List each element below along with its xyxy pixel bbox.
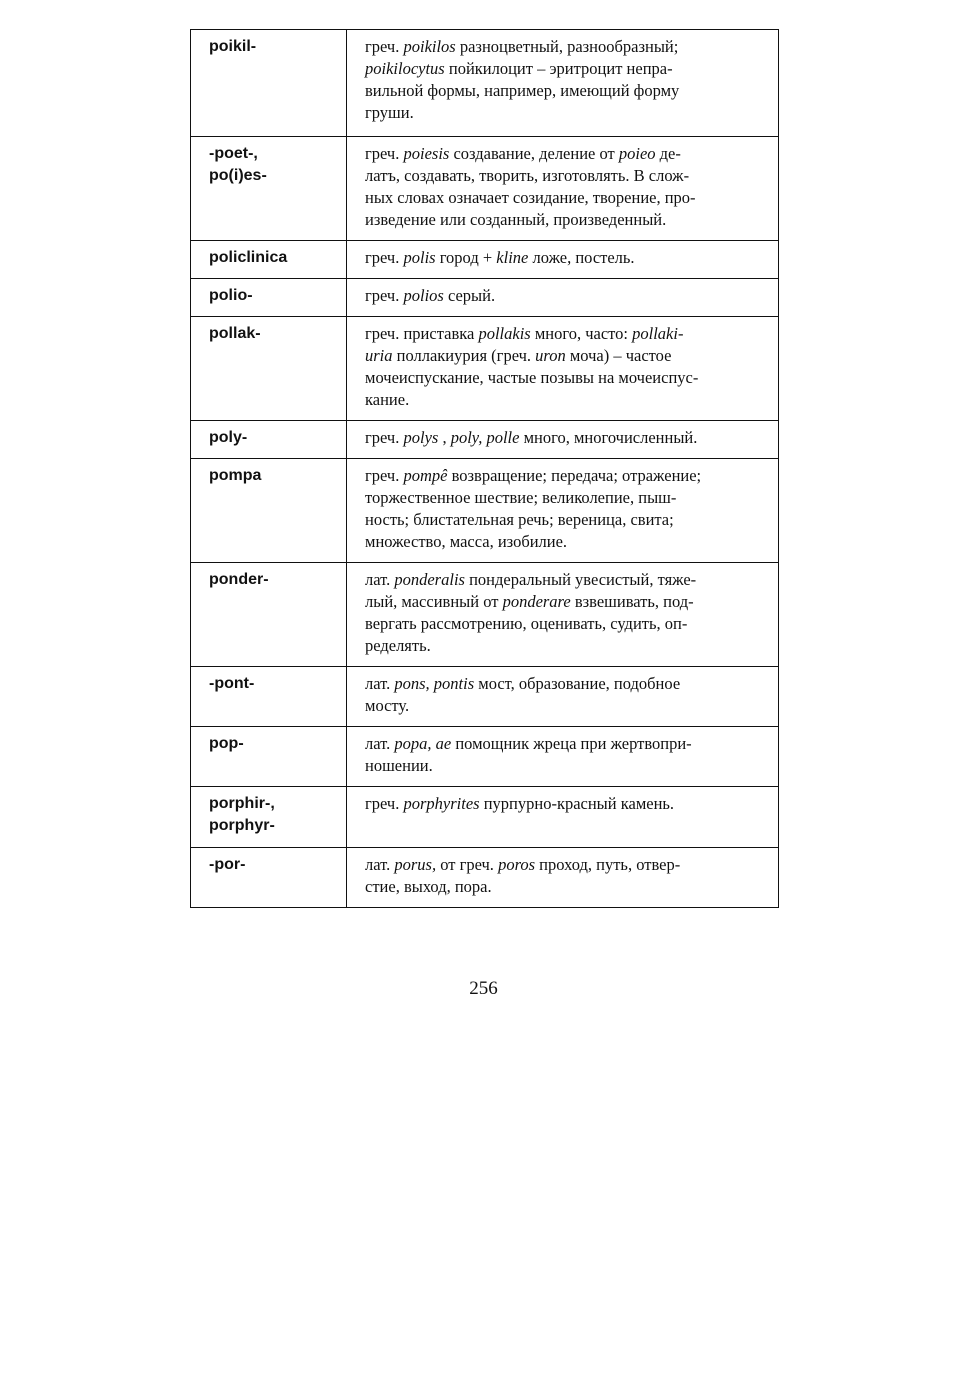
definition-line: [365, 635, 770, 657]
definition-cell: [347, 563, 779, 667]
definition-line: [365, 733, 770, 755]
definition-line: [365, 247, 770, 269]
definition-cell: [347, 421, 779, 459]
definition-line: [365, 854, 770, 876]
definition-cell: [347, 667, 779, 727]
table-row: [191, 667, 779, 727]
definition-line: [365, 58, 770, 80]
definition-text: создавание, деление от: [449, 144, 619, 163]
term-cell: [191, 241, 347, 279]
table-row: [191, 848, 779, 908]
definition-cell: [347, 787, 779, 848]
term-text: -pont-: [209, 675, 255, 692]
definition-text: возвращение; передача; отражение;: [447, 466, 702, 485]
definition-term-italic: poly, polle: [450, 428, 520, 447]
definition-line: [365, 509, 770, 531]
definition-line: [365, 755, 770, 777]
definition-line: [365, 80, 770, 102]
definition-line: [365, 367, 770, 389]
table-row: [191, 241, 779, 279]
term-text: policlinica: [209, 249, 288, 266]
definition-term-italic: poiesis: [403, 144, 450, 163]
table-row: [191, 787, 779, 848]
definition-term-italic: uria: [365, 346, 393, 365]
page-number: 256: [469, 978, 498, 999]
definition-cell: [347, 241, 779, 279]
term-text: ponder-: [209, 571, 269, 588]
definition-cell: [347, 30, 779, 137]
definition-text: пондеральный увесистый, тяже-: [464, 570, 697, 589]
definition-text: лат.: [365, 674, 395, 693]
definition-term-italic: pons, pontis: [394, 674, 475, 693]
definition-text: вергать рассмотрению, оценивать, судить, оп-: [365, 614, 688, 633]
definition-text: город +: [435, 248, 497, 267]
table-row: [191, 317, 779, 421]
term-cell: [191, 317, 347, 421]
definition-text: греч.: [365, 794, 404, 813]
definition-text: поллакиурия (греч.: [392, 346, 536, 365]
term-cell: [191, 563, 347, 667]
term-text: po(i)es-: [209, 167, 267, 184]
definition-cell: [347, 279, 779, 317]
definition-term-italic: kline: [496, 248, 529, 267]
definition-term-italic: ponderare: [502, 592, 571, 611]
definition-text: лат.: [365, 855, 395, 874]
term-cell: [191, 848, 347, 908]
definition-term-italic: porus,: [394, 855, 437, 874]
table-row: [191, 279, 779, 317]
definition-line: [365, 187, 770, 209]
definition-text: латъ, создавать, творить, изготовлять. В слож-: [365, 166, 690, 185]
definition-text: от греч.: [436, 855, 499, 874]
definition-term-italic: pompê: [403, 466, 448, 485]
definition-text: мост, образование, подобное: [474, 674, 681, 693]
term-text: porphyr-: [209, 817, 275, 834]
definition-term-italic: uron: [535, 346, 566, 365]
definition-text: ных словах означает созидание, творение, про-: [365, 188, 696, 207]
definition-cell: [347, 848, 779, 908]
definition-text: моча) – частое: [565, 346, 672, 365]
definition-text: серый.: [443, 286, 496, 305]
table-row: [191, 563, 779, 667]
term-text: pollak-: [209, 325, 261, 342]
definition-cell: [347, 137, 779, 241]
definition-term-italic: pollakis: [478, 324, 531, 343]
term-cell: [191, 30, 347, 137]
definition-text: лат.: [365, 570, 395, 589]
glossary-table: [190, 29, 779, 908]
term-text: polio-: [209, 287, 253, 304]
term-text: porphir-,: [209, 795, 275, 812]
definition-text: лат.: [365, 734, 395, 753]
definition-line: [365, 323, 770, 345]
definition-text: изведение или созданный, произведенный.: [365, 210, 667, 229]
term-cell: [191, 727, 347, 787]
definition-text: ,: [438, 428, 451, 447]
definition-line: [365, 345, 770, 367]
definition-text: де-: [655, 144, 681, 163]
definition-text: разноцветный, разнообразный;: [455, 37, 679, 56]
definition-term-italic: poros: [498, 855, 536, 874]
term-text: -por-: [209, 856, 246, 873]
definition-text: стие, выход, пора.: [365, 877, 492, 896]
definition-text: много, многочисленный.: [519, 428, 698, 447]
definition-text: греч.: [365, 428, 404, 447]
definition-text: ношении.: [365, 756, 433, 775]
definition-text: греч.: [365, 466, 404, 485]
term-text: pompa: [209, 467, 262, 484]
definition-term-italic: poikilocytus: [365, 59, 445, 78]
term-cell: [191, 421, 347, 459]
table-row: [191, 421, 779, 459]
term-cell: [191, 279, 347, 317]
definition-line: [365, 427, 770, 449]
definition-line: [365, 209, 770, 231]
definition-line: [365, 465, 770, 487]
definition-text: ность; блистательная речь; вереница, свита;: [365, 510, 674, 529]
definition-line: [365, 487, 770, 509]
definition-line: [365, 102, 770, 124]
definition-text: много, часто:: [530, 324, 633, 343]
term-text: pop-: [209, 735, 244, 752]
definition-line: [365, 569, 770, 591]
definition-text: ложе, постель.: [528, 248, 635, 267]
definition-text: греч.: [365, 144, 404, 163]
definition-term-italic: porphyrites: [403, 794, 480, 813]
definition-line: [365, 36, 770, 58]
definition-term-italic: ponderalis: [394, 570, 465, 589]
term-cell: [191, 137, 347, 241]
definition-line: [365, 143, 770, 165]
term-text: poly-: [209, 429, 248, 446]
definition-text: греч. приставка: [365, 324, 479, 343]
table-row: [191, 459, 779, 563]
table-row: [191, 137, 779, 241]
term-text: -poet-,: [209, 145, 258, 162]
definition-line: [365, 165, 770, 187]
definition-term-italic: poieo: [618, 144, 656, 163]
definition-line: [365, 591, 770, 613]
definition-term-italic: polis: [403, 248, 436, 267]
definition-line: [365, 389, 770, 411]
term-text: poikil-: [209, 38, 257, 55]
definition-text: пурпурно-красный камень.: [479, 794, 675, 813]
definition-text: мочеиспускание, частые позывы на мочеиспус-: [365, 368, 699, 387]
definition-line: [365, 876, 770, 898]
definition-text: ределять.: [365, 636, 431, 655]
definition-text: помощник жреца при жертвопри-: [451, 734, 692, 753]
definition-text: взвешивать, под-: [570, 592, 694, 611]
definition-text: пойкилоцит – эритроцит непра-: [444, 59, 673, 78]
definition-text: проход, путь, отвер-: [535, 855, 681, 874]
term-cell: [191, 787, 347, 848]
definition-line: [365, 613, 770, 635]
definition-term-italic: polys: [403, 428, 439, 447]
definition-term-italic: pollaki-: [632, 324, 684, 343]
term-cell: [191, 459, 347, 563]
definition-cell: [347, 727, 779, 787]
definition-cell: [347, 317, 779, 421]
term-cell: [191, 667, 347, 727]
definition-text: греч.: [365, 37, 404, 56]
definition-text: вильной формы, например, имеющий форму: [365, 81, 680, 100]
definition-term-italic: popa, ae: [394, 734, 452, 753]
definition-line: [365, 695, 770, 717]
definition-text: лый, массивный от: [365, 592, 503, 611]
definition-text: мосту.: [365, 696, 410, 715]
definition-text: торжественное шествие; великолепие, пыш-: [365, 488, 677, 507]
table-row: [191, 30, 779, 137]
definition-line: [365, 673, 770, 695]
definition-text: греч.: [365, 248, 404, 267]
definition-text: груши.: [365, 103, 414, 122]
definition-text: греч.: [365, 286, 404, 305]
definition-text: кание.: [365, 390, 410, 409]
definition-cell: [347, 459, 779, 563]
definition-term-italic: polios: [403, 286, 444, 305]
definition-term-italic: poikilos: [403, 37, 456, 56]
table-row: [191, 727, 779, 787]
definition-line: [365, 285, 770, 307]
definition-text: множество, масса, изобилие.: [365, 532, 568, 551]
glossary-table-body: [191, 30, 779, 908]
definition-line: [365, 531, 770, 553]
definition-line: [365, 793, 770, 815]
